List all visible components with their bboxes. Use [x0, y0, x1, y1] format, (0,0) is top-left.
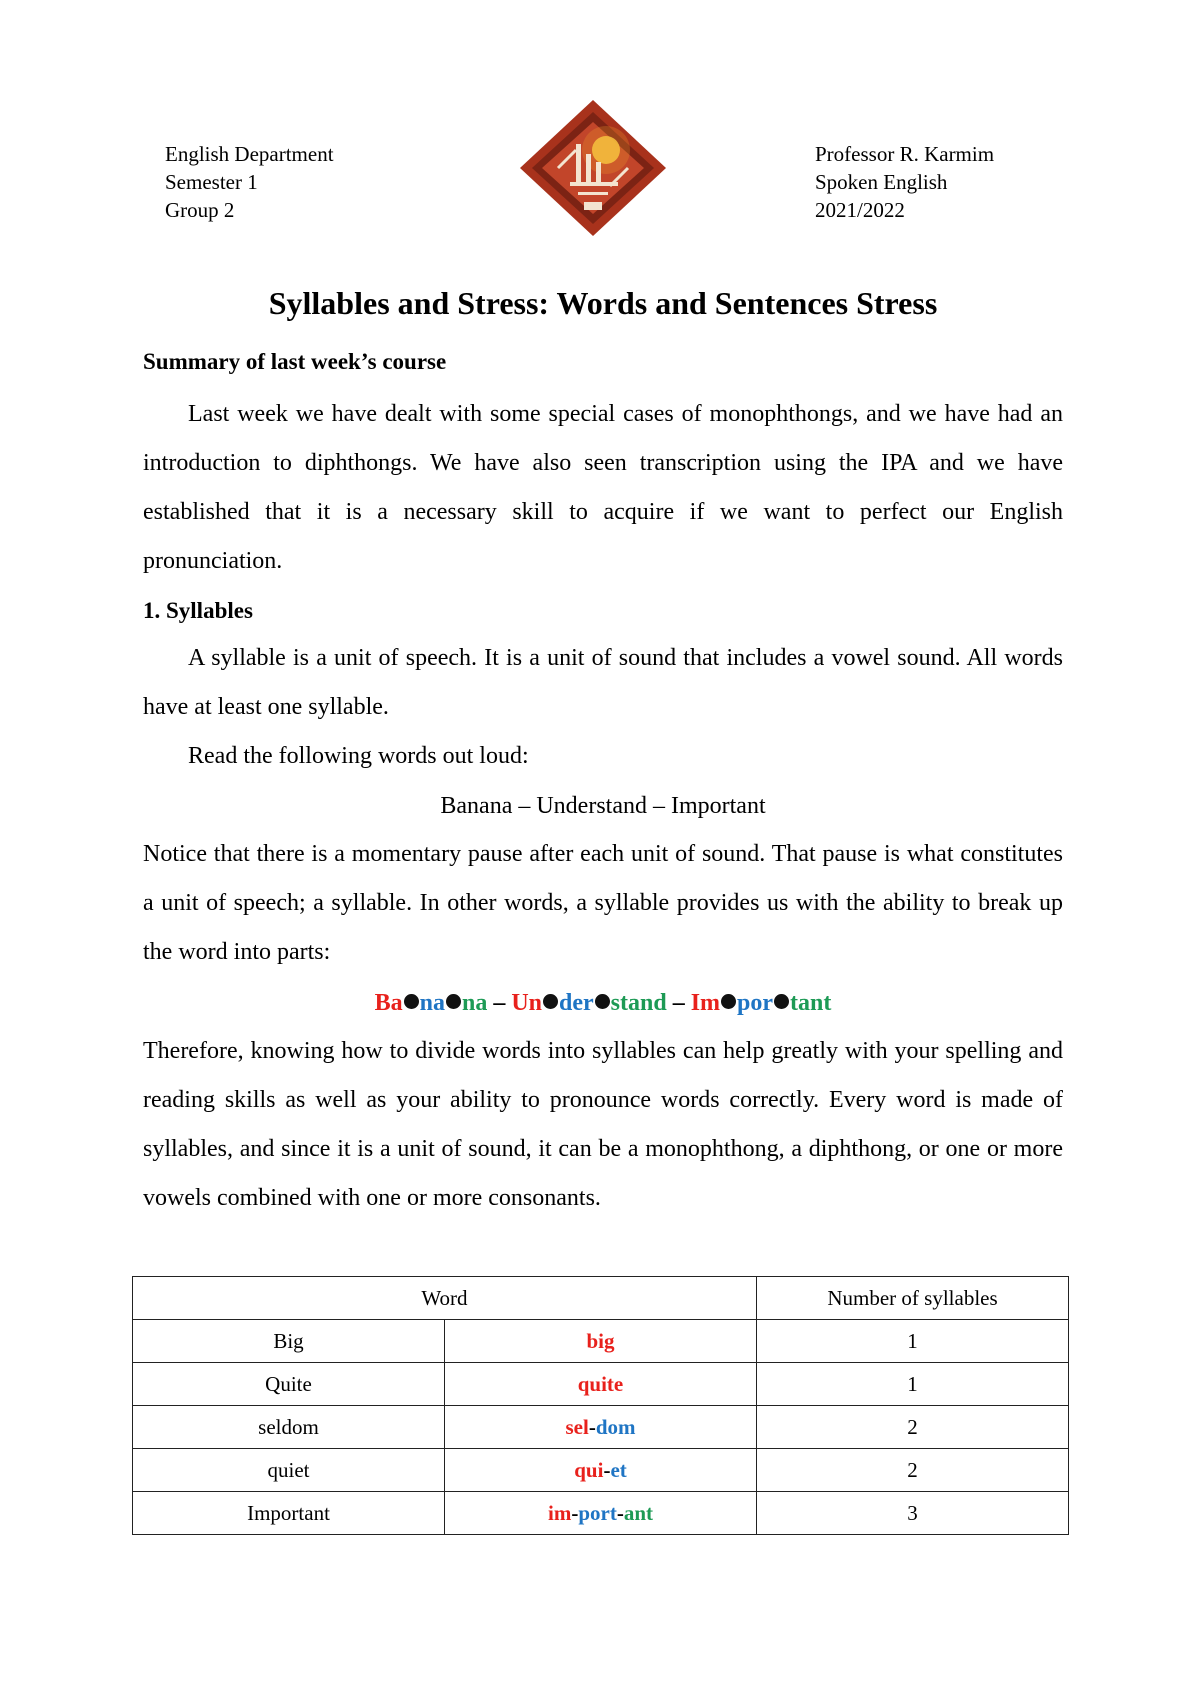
syllabified-banana	[375, 990, 488, 1016]
syllable-hyphen: -	[603, 1457, 611, 1482]
professor-label: Professor R. Karmim	[815, 142, 995, 166]
syllable-definition-paragraph: A syllable is a unit of speech. It is a unit of sound that includes a vowel sound. All words have at least one syllable.	[143, 645, 1063, 720]
syllable-breakdown-cell	[445, 1320, 757, 1363]
syllable: Ba	[374, 990, 403, 1016]
syllable: quite	[577, 1371, 624, 1396]
syllable-break-dot	[774, 994, 789, 1009]
table-row	[133, 1492, 1069, 1535]
table-row	[133, 1406, 1069, 1449]
year-label: 2021/2022	[815, 198, 905, 222]
syllable: sel	[565, 1414, 589, 1439]
syllable-break-dot	[404, 994, 419, 1009]
word-cell: Important	[133, 1492, 445, 1535]
table-row	[133, 1449, 1069, 1492]
table-row	[133, 1320, 1069, 1363]
syllable-break-dot	[543, 994, 558, 1009]
course-label: Spoken English	[815, 170, 948, 194]
word-separator: –	[666, 990, 691, 1016]
syllabified-examples	[143, 983, 1063, 1023]
university-emblem-icon	[518, 98, 668, 238]
syllable-table	[132, 1276, 1069, 1535]
syllable-count-cell: 1	[757, 1363, 1069, 1406]
syllable: port	[578, 1500, 617, 1525]
syllable-hyphen: -	[571, 1500, 579, 1525]
syllable: na	[461, 990, 488, 1016]
syllable: im	[547, 1500, 572, 1525]
department-label: English Department	[165, 142, 334, 166]
syllable: Un	[511, 990, 543, 1016]
header-right	[815, 140, 994, 224]
syllable-hyphen: -	[616, 1500, 624, 1525]
syllable-count-cell: 3	[757, 1492, 1069, 1535]
summary-paragraph: Last week we have dealt with some special cases of monophthongs, and we have had an introduction to diphthongs. We have also seen transcription using the IPA and we have established that it is a necessary skill to acquire if we want to perfect our English pronunciation.	[143, 401, 1063, 574]
table-header-row	[133, 1277, 1069, 1320]
word-cell: seldom	[133, 1406, 445, 1449]
syllabified-understand	[511, 990, 666, 1016]
syllable-count-cell: 2	[757, 1406, 1069, 1449]
syllable: na	[419, 990, 445, 1016]
syllable: der	[559, 990, 594, 1016]
syllable-breakdown-cell	[445, 1363, 757, 1406]
syllable-breakdown-cell	[445, 1406, 757, 1449]
section-heading-syllables: 1. Syllables	[143, 598, 253, 623]
syllabified-important	[691, 990, 832, 1016]
column-header-word: Word	[133, 1277, 757, 1320]
read-aloud-instruction: Read the following words out loud:	[188, 743, 529, 769]
syllable-break-dot	[446, 994, 461, 1009]
syllable: Im	[690, 990, 721, 1016]
syllable-breakdown-cell	[445, 1492, 757, 1535]
syllable-hyphen: -	[588, 1414, 596, 1439]
syllable: ant	[623, 1500, 653, 1525]
syllable-count-cell: 2	[757, 1449, 1069, 1492]
word-separator: –	[487, 990, 512, 1016]
syllable: et	[610, 1457, 627, 1482]
syllable-count-cell: 1	[757, 1320, 1069, 1363]
word-cell: Big	[133, 1320, 445, 1363]
pause-explanation-paragraph: Notice that there is a momentary pause after each unit of sound. That pause is what constitutes a unit of speech; a syllable. In other words, a syllable provides us with the ability to break up the word into parts:	[143, 841, 1063, 965]
syllable: qui	[574, 1457, 604, 1482]
semester-label: Semester 1	[165, 170, 258, 194]
syllable: tant	[790, 990, 832, 1016]
word-cell: Quite	[133, 1363, 445, 1406]
syllable: por	[737, 990, 774, 1016]
syllable-benefits-paragraph: Therefore, knowing how to divide words into syllables can help greatly with your spelling and reading skills as well as your ability to pronounce words correctly. Every word is made of syllables, and since it is a unit of sound, it can be a monophthong, a diphthong, or one or more vowels combined with one or more consonants.	[143, 1038, 1063, 1211]
syllable: big	[586, 1328, 615, 1353]
summary-heading: Summary of last week’s course	[143, 349, 447, 374]
header-left	[165, 140, 334, 224]
syllable-breakdown-cell	[445, 1449, 757, 1492]
syllable-break-dot	[595, 994, 610, 1009]
syllable: dom	[595, 1414, 636, 1439]
table-row	[133, 1363, 1069, 1406]
syllable-break-dot	[721, 994, 736, 1009]
document-title: Syllables and Stress: Words and Sentences Stress	[268, 285, 938, 321]
example-words: Banana – Understand – Important	[440, 793, 766, 819]
column-header-syllable-count: Number of syllables	[757, 1277, 1069, 1320]
group-label: Group 2	[165, 198, 235, 222]
word-cell: quiet	[133, 1449, 445, 1492]
syllable: stand	[610, 990, 667, 1016]
